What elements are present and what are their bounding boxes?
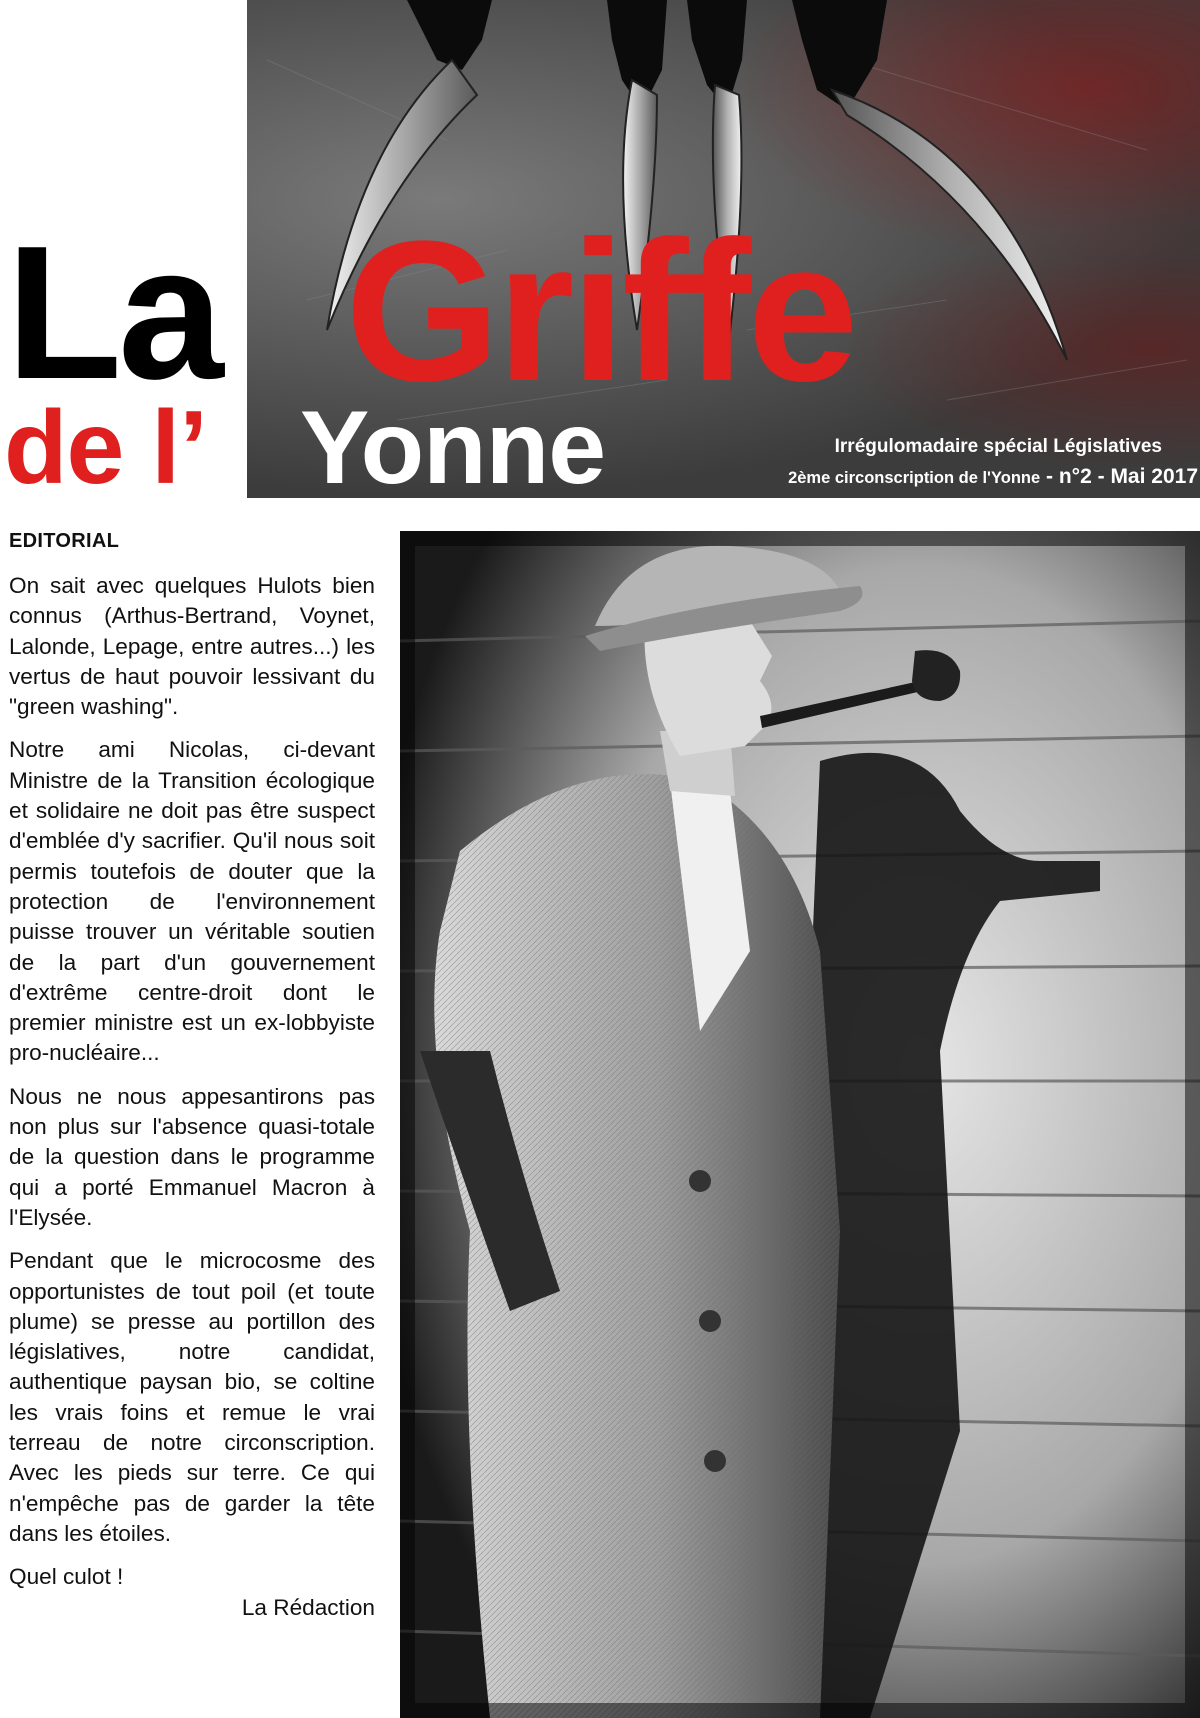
masthead-title-yonne: Yonne — [300, 390, 606, 506]
issue-date: Mai 2017 — [1110, 465, 1198, 488]
masthead-title-la: La — [6, 207, 220, 419]
editorial-paragraph: Nous ne nous appesantirons pas non plus sur l'absence quasi-totale de la question dans le programme qui a porté Emmanuel Macron à l'Elysée. — [9, 1083, 375, 1230]
issue-number: n°2 — [1058, 465, 1092, 488]
masthead-title-griffe: Griffe — [345, 200, 855, 423]
editorial-paragraph: Pendant que le microcosme des opportunistes de tout poil (et toute plume) se presse au portillon des législatives, notre candidat, authentique paysan bio, se coltine les vrais foins et remue le vrai terreau de notre circonscription. Avec les pieds sur terre. Ce qui n'empêche pas de garder la tête dans les étoiles. — [9, 1248, 375, 1546]
editorial-signature: La Rédaction — [241, 1594, 375, 1620]
masthead-title-de-l: de l’ — [4, 390, 208, 506]
editorial-photo — [400, 531, 1200, 1718]
masthead-subtitle: Irrégulomadaire spécial Législatives — [834, 436, 1162, 457]
editorial-column — [9, 530, 375, 1623]
issue-info — [788, 465, 1198, 489]
editorial-paragraph: Quel culot ! — [9, 1564, 124, 1590]
circonscription-label: 2ème circonscription de l'Yonne — [788, 469, 1041, 487]
editorial-paragraph: On sait avec quelques Hulots bien connus (Arthus-Bertrand, Voynet, Lalonde, Lepage, entre autres...) les vertus de haut pouvoir lessivant du "green washing". — [9, 573, 375, 720]
man-with-pipe-photo — [400, 531, 1200, 1718]
issue-separator: - — [1040, 465, 1059, 488]
issue-separator-2: - — [1091, 465, 1111, 488]
editorial-paragraph: Notre ami Nicolas, ci-devant Ministre de la Transition écologique et solidaire ne doit pas être suspect d'emblée d'y sacrifier. Qu'il nous soit permis toutefois de douter que la protection de l'environnement puisse trouver un véritable soutien de la part d'un gouvernement d'extrême centre-droit dont le premier ministre est un ex-lobbyiste pro-nucléaire... — [9, 737, 375, 1066]
editorial-heading: EDITORIAL — [9, 530, 120, 552]
